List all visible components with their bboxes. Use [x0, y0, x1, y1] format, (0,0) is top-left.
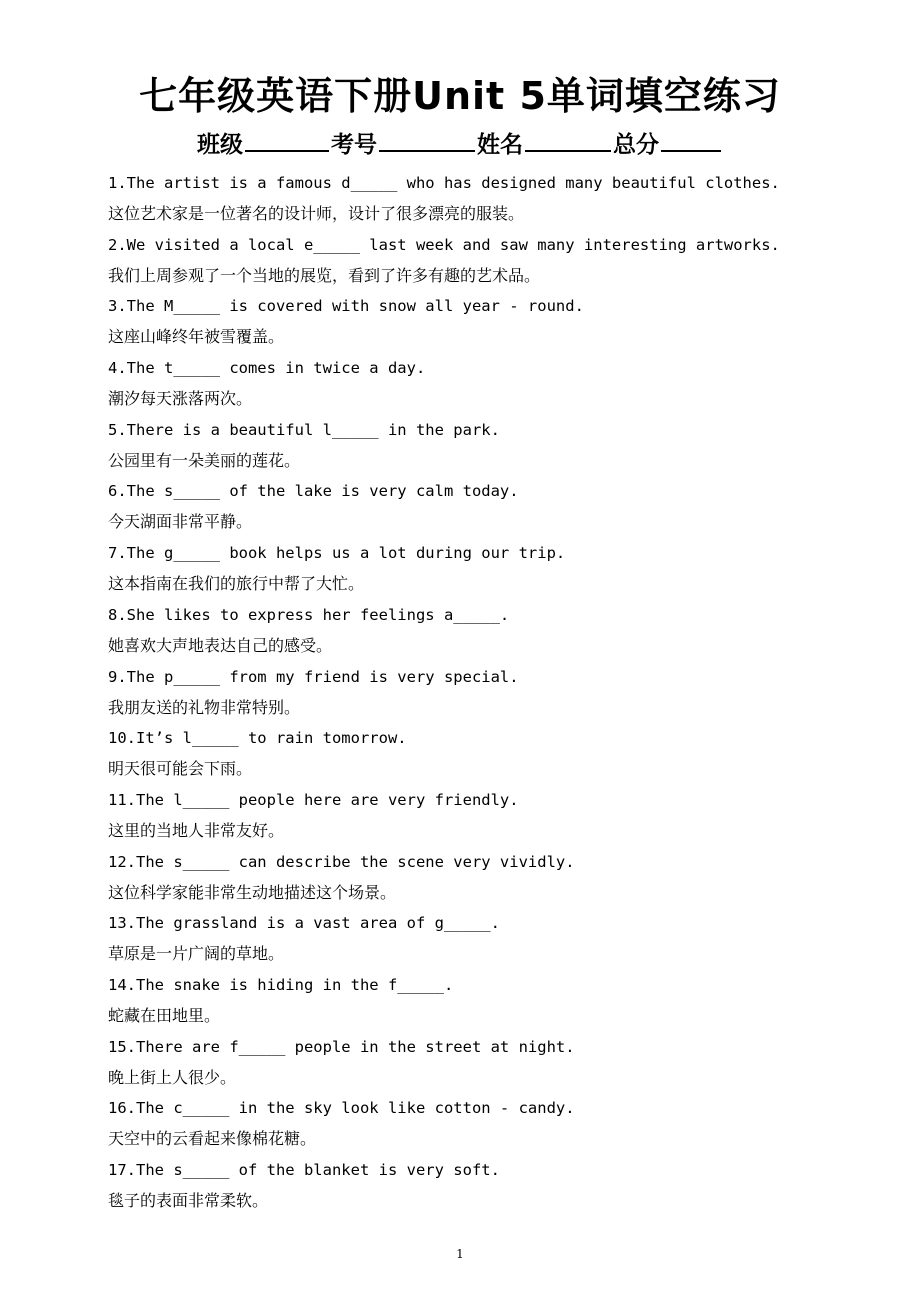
- exam-number-blank[interactable]: [379, 126, 475, 152]
- student-info-line: [0, 126, 920, 162]
- chinese-translation: 草原是一片广阔的草地。: [108, 944, 285, 964]
- exercise-list: [108, 169, 888, 1218]
- chinese-translation: 这里的当地人非常友好。: [108, 820, 285, 840]
- exercise-item: [108, 231, 888, 293]
- english-sentence: 16.The c_____ in the sky look like cotton - candy.: [108, 1099, 575, 1118]
- english-sentence: 15.There are f_____ people in the street at night.: [108, 1037, 575, 1056]
- page-number: 1: [456, 1247, 464, 1261]
- exercise-item: [108, 663, 888, 725]
- english-sentence: 11.The l_____ people here are very friendly.: [108, 790, 519, 809]
- exercise-item: [108, 477, 888, 539]
- english-sentence: 10.It’s l_____ to rain tomorrow.: [108, 729, 407, 748]
- exercise-item: [108, 1156, 888, 1218]
- name-label: 姓名: [477, 132, 523, 158]
- chinese-translation: 毯子的表面非常柔软。: [108, 1191, 269, 1210]
- page-title: 七年级英语下册Unit 5单词填空练习: [139, 74, 781, 118]
- chinese-translation: 这位科学家能非常生动地描述这个场景。: [108, 882, 397, 902]
- exercise-item: [108, 1094, 888, 1156]
- chinese-translation: 她喜欢大声地表达自己的感受。: [108, 635, 333, 655]
- chinese-translation: 我朋友送的礼物非常特别。: [108, 697, 301, 717]
- english-sentence: 3.The M_____ is covered with snow all year - round.: [108, 297, 584, 316]
- exercise-item: [108, 539, 888, 601]
- exercise-item: [108, 848, 888, 910]
- chinese-translation: 天空中的云看起来像棉花糖。: [108, 1129, 317, 1149]
- english-sentence: 4.The t_____ comes in twice a day.: [108, 359, 426, 378]
- english-sentence: 9.The p_____ from my friend is very special.: [108, 667, 519, 686]
- exercise-item: [108, 971, 888, 1033]
- chinese-translation: 晚上街上人很少。: [108, 1067, 237, 1087]
- english-sentence: 6.The s_____ of the lake is very calm today.: [108, 482, 519, 501]
- chinese-translation: 潮汐每天涨落两次。: [108, 389, 253, 409]
- chinese-translation: 公园里有一朵美丽的莲花。: [108, 450, 301, 470]
- english-sentence: 7.The g_____ book helps us a lot during our trip.: [108, 544, 566, 563]
- score-label: 总分: [613, 132, 659, 158]
- chinese-translation: 蛇藏在田地里。: [108, 1005, 221, 1025]
- exercise-item: [108, 292, 888, 354]
- english-sentence: 2.We visited a local e_____ last week and saw many interesting artworks.: [108, 235, 780, 254]
- class-label: 班级: [197, 132, 243, 158]
- chinese-translation: 这座山峰终年被雪覆盖。: [108, 327, 285, 347]
- exercise-item: [108, 354, 888, 416]
- class-blank[interactable]: [245, 126, 329, 152]
- score-blank[interactable]: [661, 126, 721, 152]
- chinese-translation: 明天很可能会下雨。: [108, 759, 253, 779]
- english-sentence: 1.The artist is a famous d_____ who has designed many beautiful clothes.: [108, 174, 780, 192]
- english-sentence: 12.The s_____ can describe the scene very vividly.: [108, 852, 575, 871]
- chinese-translation: 这位艺术家是一位著名的设计师，设计了很多漂亮的服装。: [108, 204, 525, 223]
- exercise-item: [108, 1033, 888, 1095]
- name-blank[interactable]: [525, 126, 611, 152]
- exercise-item: [108, 724, 888, 786]
- chinese-translation: 这本指南在我们的旅行中帮了大忙。: [108, 574, 365, 594]
- exercise-item: [108, 169, 888, 231]
- chinese-translation: 今天湖面非常平静。: [108, 512, 253, 532]
- english-sentence: 8.She likes to express her feelings a_____.: [108, 605, 510, 624]
- exercise-item: [108, 416, 888, 478]
- exam-number-label: 考号: [331, 132, 377, 158]
- english-sentence: 13.The grassland is a vast area of g_____.: [108, 914, 500, 933]
- chinese-translation: 我们上周参观了一个当地的展览，看到了许多有趣的艺术品。: [108, 265, 541, 285]
- english-sentence: 5.There is a beautiful l_____ in the park.: [108, 420, 500, 439]
- exercise-item: [108, 909, 888, 971]
- exercise-item: [108, 786, 888, 848]
- exercise-item: [108, 601, 888, 663]
- english-sentence: 14.The snake is hiding in the f_____.: [108, 975, 454, 994]
- english-sentence: 17.The s_____ of the blanket is very soft.: [108, 1161, 500, 1179]
